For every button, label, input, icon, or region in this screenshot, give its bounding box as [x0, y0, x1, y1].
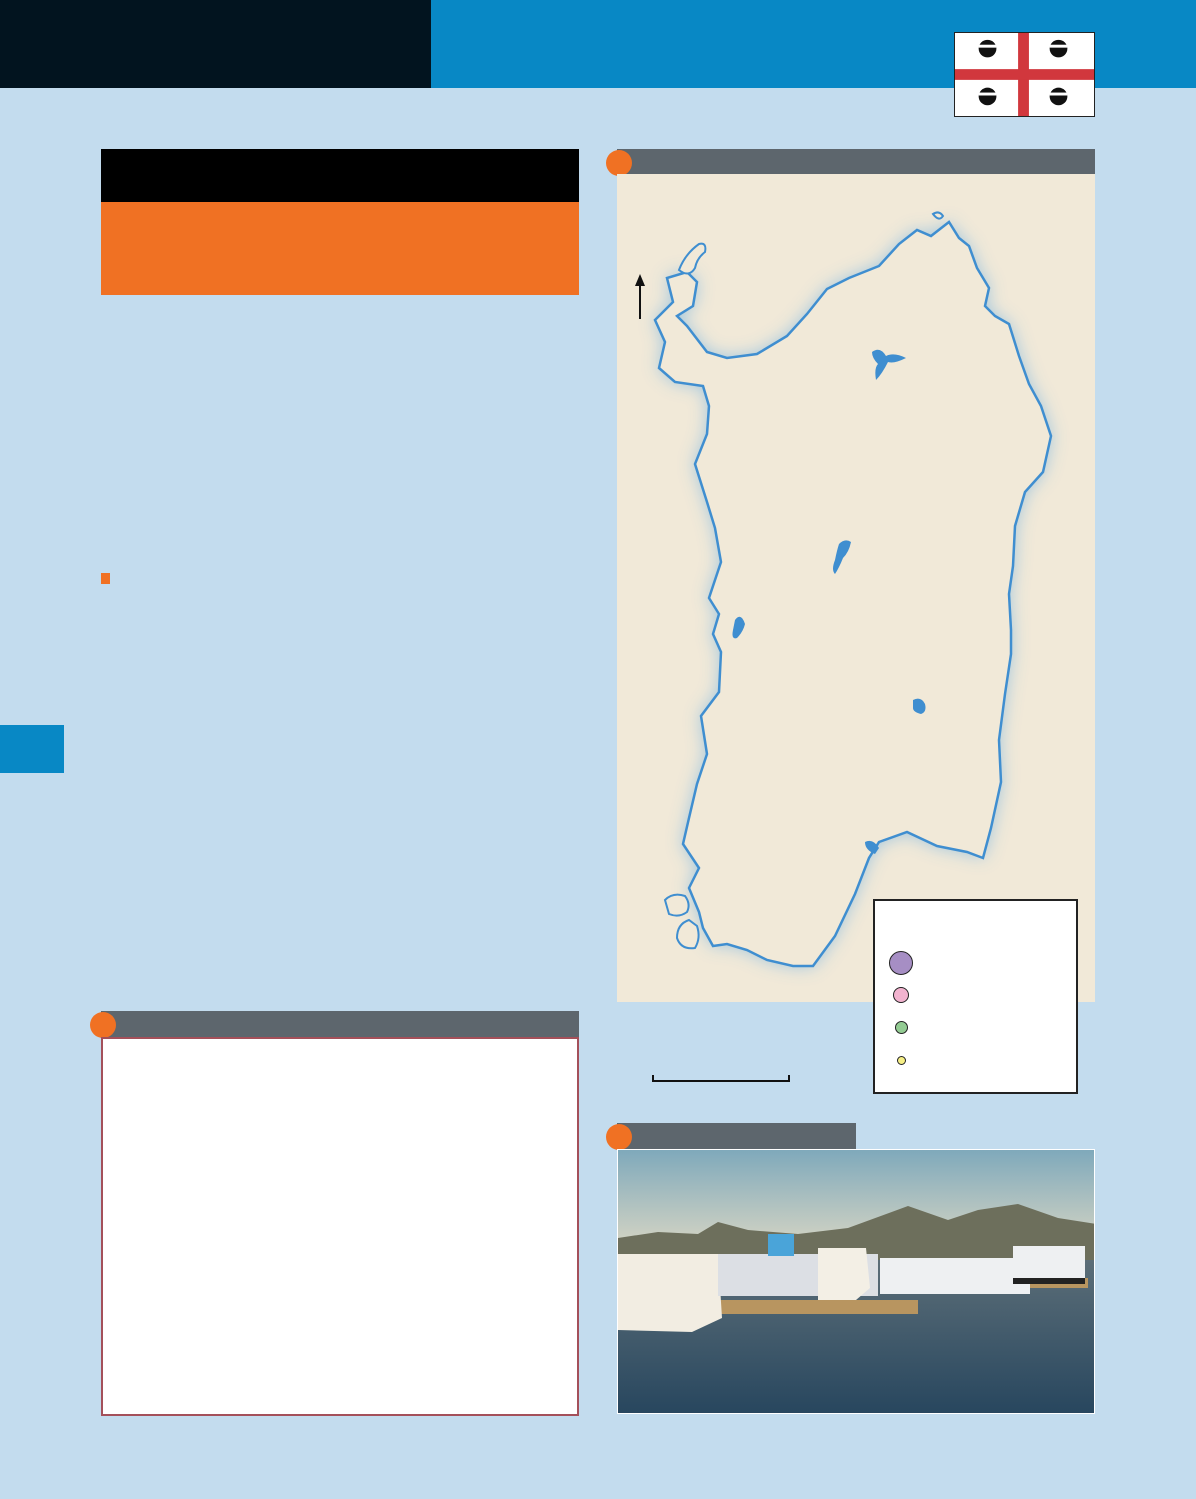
- legend-circle-icon: [897, 1056, 906, 1065]
- north-arrow: [635, 274, 645, 319]
- island-san-pietro: [677, 920, 699, 948]
- port-of-olbia-photo: [617, 1149, 1095, 1414]
- north-arrow-icon: [635, 274, 645, 286]
- figure-b-heading: [617, 149, 1095, 175]
- sardinia-flag-icon: [954, 32, 1095, 117]
- island-asinara: [679, 244, 705, 274]
- bullet-square-icon: [101, 575, 110, 584]
- sardinia-island: [655, 222, 1051, 966]
- case-study-label-bar: [101, 149, 579, 202]
- case-study-title: [101, 202, 579, 295]
- legend-row-l: [888, 987, 924, 1003]
- legend-circle-icon: [895, 1021, 908, 1034]
- figure-a-heading: [101, 1011, 579, 1037]
- town-examples-list: [101, 565, 591, 567]
- legend-circle-icon: [893, 987, 909, 1003]
- page-number: [0, 725, 64, 773]
- figure-c-heading: [617, 1123, 856, 1149]
- quay: [698, 1300, 918, 1314]
- book-title-bar: [0, 0, 431, 88]
- figure-c-badge: [606, 1124, 632, 1150]
- ship-moby-funnel: [768, 1234, 794, 1256]
- figure-b-badge: [606, 150, 632, 176]
- photo-illustration: [618, 1150, 1095, 1414]
- legend-circle-icon: [889, 951, 913, 975]
- sardinia-map: [617, 174, 1095, 1002]
- island-sant-antioco: [665, 895, 689, 916]
- settlement-hierarchy-pyramid: [101, 1037, 579, 1416]
- map-canvas: [617, 174, 1095, 1002]
- legend-row-m: [888, 1021, 924, 1034]
- ship-bow: [818, 1248, 870, 1300]
- map-legend: [873, 899, 1078, 1094]
- scale-line: [652, 1075, 790, 1082]
- ship-white: [618, 1254, 722, 1332]
- legend-row-xl: [888, 951, 924, 975]
- ship-small-hull: [1013, 1278, 1085, 1284]
- scale-bar: [646, 1048, 846, 1082]
- figure-a-badge: [90, 1012, 116, 1038]
- ship-moby-2: [880, 1258, 1030, 1294]
- legend-row-s: [888, 1056, 924, 1065]
- pyramid-diagram: [103, 1039, 577, 1414]
- ship-small: [1013, 1246, 1085, 1280]
- island-maddalena: [933, 212, 943, 218]
